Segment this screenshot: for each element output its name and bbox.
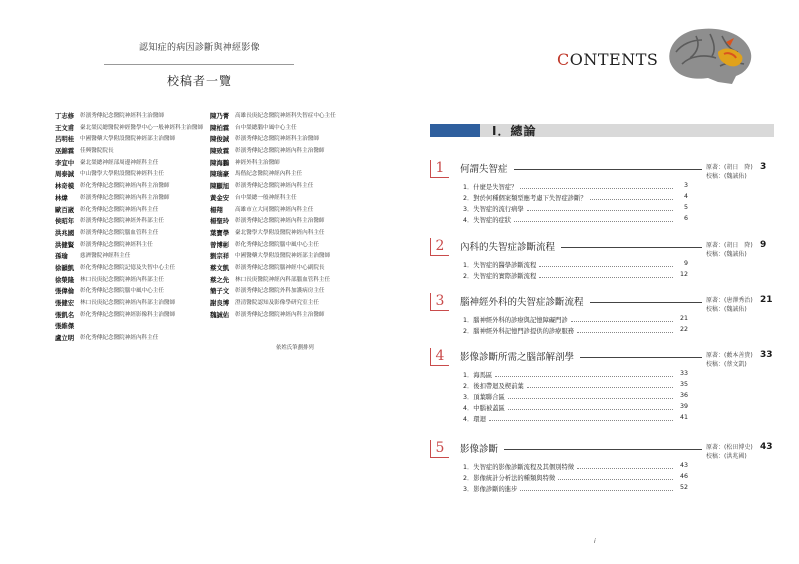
contributor-name: 洪健賢 xyxy=(55,240,75,249)
chapter-leader-line xyxy=(561,247,702,248)
contributor-name: 陳柏霖 xyxy=(210,123,230,132)
contributor-entry xyxy=(210,216,365,228)
chapter-credits xyxy=(706,296,753,314)
section-label: 1．海馬區 xyxy=(463,372,493,379)
section-label: 3．影像診斷的進步 xyxy=(463,486,518,493)
contributor-name: 王文甫 xyxy=(55,123,75,132)
contributor-affiliation: 彰化秀傳紀念醫院腦中風中心主任 xyxy=(235,241,319,248)
contributor-entry xyxy=(210,228,365,240)
section-entry[interactable] xyxy=(463,271,688,280)
roster-row xyxy=(55,251,365,263)
section-page: 21 xyxy=(679,315,688,322)
contributor-name: 蔡之先 xyxy=(210,275,230,284)
contributor-affiliation: 臺北醫學大學附設醫院神經內科主任 xyxy=(235,229,325,236)
contributor-affiliation: 澄清醫院認知及影像學研究室主任 xyxy=(235,300,319,306)
chapter-title[interactable]: 何謂失智症 xyxy=(460,164,508,175)
section-label: 4．環迴 xyxy=(463,416,486,423)
chapter-author: 原著：(藪本善貴) xyxy=(706,352,753,359)
chapter-author: 原著：(唐澤秀治) xyxy=(706,297,753,304)
section-dot-leader xyxy=(577,326,673,333)
contributor-name: 陳乃菁 xyxy=(210,112,230,120)
contributor-affiliation: 彰化秀傳紀念醫院神經內科主治醫師 xyxy=(80,183,170,190)
contributor-entry xyxy=(55,240,210,252)
section-label: 2．失智症的實際診斷流程 xyxy=(463,273,537,280)
contributor-entry xyxy=(210,298,365,310)
contributor-affiliation: 高雄長庚紀念醫院神經科失智症中心主任 xyxy=(235,113,336,119)
contributor-affiliation: 彰濱秀傳紀念醫院神經內科主治醫師 xyxy=(235,218,325,225)
contributor-affiliation: 中山醫學大學附設醫院神經科主任 xyxy=(80,171,164,178)
section-entry[interactable] xyxy=(463,215,688,224)
contributor-affiliation: 彰濱秀傳紀念醫院神經內科主治醫師 xyxy=(235,311,325,318)
section-dot-leader xyxy=(520,182,673,189)
part-banner xyxy=(430,124,774,137)
section-page: 35 xyxy=(679,381,688,388)
page-number: i xyxy=(594,538,596,545)
roster-row xyxy=(55,205,365,217)
chapter-entry[interactable] xyxy=(430,440,773,495)
contributor-entry xyxy=(210,158,365,170)
section-dot-leader xyxy=(495,370,673,377)
roster-row xyxy=(55,286,365,298)
book-title: 認知症的病因診斷與神經影像 xyxy=(139,43,260,53)
section-label: 2．腦神經外科記憶門診提供的診療服務 xyxy=(463,328,575,335)
contributor-affiliation: 彰化秀傳紀念醫院神經內科主任 xyxy=(80,335,159,342)
contributor-name: 魏誠佑 xyxy=(210,310,230,319)
chapter-author: 原著：(胡日 降) xyxy=(706,164,753,171)
section-page: 46 xyxy=(679,473,688,480)
roster-row xyxy=(55,240,365,252)
chapter-leader-line xyxy=(590,302,702,303)
contributor-name: 陳顯旭 xyxy=(210,182,230,191)
section-dot-leader xyxy=(577,462,673,469)
contributor-entry xyxy=(55,181,210,193)
contributor-entry xyxy=(210,123,365,135)
contents-title-rest: ONTENTS xyxy=(569,50,659,69)
contributor-affiliation: 台中榮總腦中風中心主任 xyxy=(235,124,297,131)
section-page: 43 xyxy=(679,462,688,469)
roster-row xyxy=(55,123,365,135)
contributor-name: 巫錦霖 xyxy=(55,147,75,156)
roster-row xyxy=(55,310,365,322)
chapter-author: 原著：(松田博史) xyxy=(706,444,753,451)
section-entry[interactable] xyxy=(463,193,688,202)
chapter-credits xyxy=(706,241,753,259)
chapter-proofreader: 校稿：(魏誠佑) xyxy=(706,173,747,180)
section-dot-leader xyxy=(489,414,673,421)
chapter-page: 43 xyxy=(760,442,773,452)
contributor-affiliation: 中國醫藥大學附設醫院神經部主治醫師 xyxy=(235,253,331,260)
section-dot-leader xyxy=(514,215,673,222)
contributor-entry xyxy=(55,228,210,240)
contributor-name: 呂明桂 xyxy=(55,135,75,144)
contributor-entry xyxy=(55,169,210,181)
contributor-entry xyxy=(210,193,365,205)
contributor-name: 曾博彬 xyxy=(210,240,230,249)
section-label: 2．後扣帶迴及楔前葉 xyxy=(463,383,524,390)
section-dot-leader xyxy=(590,193,673,200)
chapter-page: 21 xyxy=(760,295,773,305)
section-dot-leader xyxy=(508,403,673,410)
contributor-entry xyxy=(55,158,210,170)
chapter-entry[interactable] xyxy=(430,348,773,425)
contributor-affiliation: 佳興醫院院長 xyxy=(80,148,114,155)
contributor-entry xyxy=(210,321,365,333)
roster-row xyxy=(55,263,365,275)
contributor-name: 謝良博 xyxy=(210,299,230,307)
contributor-entry xyxy=(210,275,365,287)
contributor-affiliation: 林口長庚紀念醫院神經內科部主任 xyxy=(80,276,164,283)
contributor-affiliation: 馬偕紀念醫院神經內科主任 xyxy=(235,171,303,178)
contributor-name: 張健宏 xyxy=(55,299,75,307)
contributor-name: 蔡文凱 xyxy=(210,263,230,272)
contributor-name: 侯昭年 xyxy=(55,217,75,226)
roster-row xyxy=(55,298,365,310)
contributor-entry xyxy=(55,111,210,123)
section-entry[interactable] xyxy=(463,462,688,471)
contributor-name: 楊翔 xyxy=(210,205,223,214)
section-entry[interactable] xyxy=(463,392,688,401)
chapter-leader-line xyxy=(514,169,702,170)
contributor-entry xyxy=(55,333,210,345)
chapter-entry[interactable] xyxy=(430,293,773,337)
left-page xyxy=(0,0,399,564)
section-entry[interactable] xyxy=(463,326,688,335)
section-entry[interactable] xyxy=(463,484,688,493)
contributor-affiliation: 台中榮總一般神經科主任 xyxy=(235,194,297,201)
chapter-number: 1 xyxy=(430,160,449,178)
section-label: 2．對於何種個案類型應考慮下失智症診斷？ xyxy=(463,195,587,202)
part-label: I．總論 xyxy=(492,124,537,138)
contributor-entry xyxy=(210,263,365,275)
contributor-affiliation: 彰化秀傳紀念醫院神經內科主任 xyxy=(80,206,159,213)
section-entry[interactable] xyxy=(463,260,688,269)
roster-row xyxy=(55,158,365,170)
roster-row xyxy=(55,169,365,181)
contributor-affiliation: 彰化秀傳紀念醫院神經影像科主治醫師 xyxy=(80,311,176,318)
contributor-entry xyxy=(210,134,365,146)
contributor-name: 徐韻凱 xyxy=(55,263,75,272)
contributor-affiliation: 彰化秀傳紀念醫院記憶及失智中心主任 xyxy=(80,264,176,271)
section-entry[interactable] xyxy=(463,370,688,379)
section-page: 4 xyxy=(683,193,688,200)
chapter-proofreader: 校稿：(洪兆國) xyxy=(706,453,747,460)
contributor-affiliation: 高雄市立大同醫院神經內科主任 xyxy=(235,206,314,213)
contributor-name: 陳俊誠 xyxy=(210,135,230,144)
chapter-title[interactable]: 腦神經外科的失智症診斷流程 xyxy=(460,297,584,308)
chapter-entry[interactable] xyxy=(430,238,770,282)
chapter-page: 33 xyxy=(760,350,773,360)
section-dot-leader xyxy=(539,260,673,267)
section-page: 41 xyxy=(679,414,688,421)
chapter-credits xyxy=(706,163,753,181)
contributor-affiliation: 彰濱秀傳紀念醫院神經科主治醫師 xyxy=(235,136,319,143)
contributor-entry xyxy=(210,181,365,193)
contributor-affiliation: 臺北榮民總醫院神經醫學中心一般神經科主治醫師 xyxy=(80,124,204,131)
contributor-name: 張維傑 xyxy=(55,322,75,331)
contributor-entry xyxy=(55,286,210,298)
contributor-affiliation: 彰化秀傳紀念醫院腦中風中心主任 xyxy=(80,288,164,295)
contributor-entry xyxy=(210,205,365,217)
roster-row xyxy=(55,275,365,287)
contributor-entry xyxy=(55,123,210,135)
contributor-entry xyxy=(55,251,210,263)
contributor-name: 丁志修 xyxy=(55,112,75,120)
contents-title-accent: C xyxy=(557,50,570,69)
section-label: 3．頂葉聯合區 xyxy=(463,394,505,401)
section-entry[interactable] xyxy=(463,414,688,423)
chapter-leader-line xyxy=(580,357,702,358)
contributor-name: 徐榮隆 xyxy=(55,275,75,284)
contributor-roster xyxy=(55,111,365,345)
contributor-name: 葉寶學 xyxy=(210,228,230,237)
roster-row xyxy=(55,193,365,205)
contributor-name: 張凱名 xyxy=(55,310,75,319)
section-label: 4．失智症的症狀 xyxy=(463,217,512,224)
roster-row xyxy=(55,134,365,146)
contributor-entry xyxy=(55,193,210,205)
contributor-entry xyxy=(210,146,365,158)
roster-row xyxy=(55,181,365,193)
contributor-entry xyxy=(55,321,210,333)
contributor-affiliation: 中國醫藥大學附設醫院神經部主治醫師 xyxy=(80,136,176,143)
section-dot-leader xyxy=(558,473,673,480)
section-dot-leader xyxy=(527,204,673,211)
chapter-credits xyxy=(706,351,753,369)
contributor-name: 盧立明 xyxy=(55,334,75,343)
section-label: 4．中腦被蓋區 xyxy=(463,405,505,412)
contributor-name: 黃金安 xyxy=(210,193,230,202)
contributor-name: 周泰誠 xyxy=(55,170,75,179)
contributor-name: 歐百崴 xyxy=(55,205,75,214)
section-entry[interactable] xyxy=(463,204,688,213)
contributor-affiliation: 彰濱秀傳紀念醫院神經內科主任 xyxy=(235,183,314,190)
contributor-entry xyxy=(210,111,365,123)
roster-row xyxy=(55,146,365,158)
contributor-affiliation: 林口長庚醫院神經內科部腦血管科主任 xyxy=(235,276,331,283)
contributor-entry xyxy=(210,169,365,181)
contributor-affiliation: 臺北榮總神經部周邊神經科主任 xyxy=(80,159,159,166)
contributor-entry xyxy=(55,134,210,146)
roster-row xyxy=(55,321,365,333)
section-page: 52 xyxy=(679,484,688,491)
contributor-entry xyxy=(55,263,210,275)
chapter-number: 2 xyxy=(430,238,449,256)
section-entry[interactable] xyxy=(463,403,688,412)
contributor-name: 楊聖玲 xyxy=(210,217,230,226)
contributor-affiliation: 彰濱秀傳紀念醫院外科加護病房主任 xyxy=(235,288,325,295)
contributor-entry xyxy=(55,310,210,322)
chapter-credits xyxy=(706,443,753,461)
contributor-entry xyxy=(210,286,365,298)
section-dot-leader xyxy=(508,392,673,399)
sort-note: 依姓氏筆劃排列 xyxy=(276,345,314,351)
contributor-affiliation: 彰濱秀傳紀念醫院神經內科主治醫師 xyxy=(235,148,325,155)
contributor-name: 簡子文 xyxy=(210,287,230,296)
contributor-name: 林奇模 xyxy=(55,182,75,191)
section-entry[interactable] xyxy=(463,381,688,390)
contributor-affiliation: 林口長庚紀念醫院神經內科部主治醫師 xyxy=(80,300,176,306)
section-dot-leader xyxy=(539,271,673,278)
section-page: 22 xyxy=(679,326,688,333)
section-page: 9 xyxy=(683,260,688,267)
contributor-name: 林煒 xyxy=(55,193,68,202)
section-entry[interactable] xyxy=(463,182,688,191)
chapter-proofreader: 校稿：(魏誠佑) xyxy=(706,306,747,313)
contributor-affiliation xyxy=(80,321,210,333)
section-entry[interactable] xyxy=(463,315,688,324)
contributor-entry xyxy=(210,251,365,263)
section-page: 5 xyxy=(683,204,688,211)
contributor-name: 張偉倫 xyxy=(55,287,75,296)
contributor-affiliation: 彰濱秀傳紀念醫院腦神經中心副院長 xyxy=(235,264,325,271)
brain-mri-icon xyxy=(660,22,756,90)
chapter-title[interactable]: 內科的失智症診斷流程 xyxy=(460,242,556,253)
section-page: 6 xyxy=(683,215,688,222)
contributor-affiliation: 彰濱秀傳紀念醫院神經科主任 xyxy=(80,241,153,248)
contributor-name: 孫瑜 xyxy=(55,252,68,261)
chapter-entry[interactable] xyxy=(430,160,770,226)
contributor-affiliation: 慈濟醫院神經科主任 xyxy=(80,253,131,260)
roster-row xyxy=(55,111,365,123)
section-label: 1．失智症的影像診斷流程及其個別特徵 xyxy=(463,464,575,471)
contributor-entry xyxy=(55,298,210,310)
section-page: 3 xyxy=(683,182,688,189)
contributor-entry xyxy=(55,205,210,217)
contributor-affiliation: 神經外科主治醫師 xyxy=(235,159,280,166)
section-dot-leader xyxy=(527,381,673,388)
section-page: 12 xyxy=(679,271,688,278)
contributor-affiliation: 彰濱秀傳紀念醫院神經內科主治醫師 xyxy=(80,194,170,201)
section-label: 1．什麼是失智症？ xyxy=(463,184,518,191)
right-page xyxy=(400,0,799,564)
section-label: 1．腦神經外科的診療與記憶障礙門診 xyxy=(463,317,568,324)
section-entry[interactable] xyxy=(463,473,688,482)
section-label: 1．失智症的醫學診斷流程 xyxy=(463,262,537,269)
chapter-number: 4 xyxy=(430,348,449,366)
contributor-name: 李宜中 xyxy=(55,158,75,167)
contributor-entry xyxy=(210,310,365,322)
page-heading: 校稿者一覽 xyxy=(166,74,232,88)
roster-row xyxy=(55,228,365,240)
contributor-affiliation: 彰濱秀傳紀念醫院腦血管科主任 xyxy=(80,229,159,236)
chapter-page: 3 xyxy=(760,162,767,172)
contributor-affiliation: 彰濱秀傳紀念醫院神經科主治醫師 xyxy=(80,113,164,119)
chapter-proofreader: 校稿：(魏誠佑) xyxy=(706,251,747,258)
section-page: 36 xyxy=(679,392,688,399)
contributor-entry xyxy=(55,275,210,287)
chapter-leader-line xyxy=(504,449,702,450)
chapter-title[interactable]: 影像診斷所需之腦部解剖學 xyxy=(460,352,575,363)
part-banner-accent xyxy=(430,124,480,137)
chapter-author: 原著：(胡日 降) xyxy=(706,242,753,249)
chapter-proofreader: 校稿：(蔡文凱) xyxy=(706,361,747,368)
contributor-entry xyxy=(55,216,210,228)
contents-title xyxy=(557,50,658,69)
section-dot-leader xyxy=(571,315,673,322)
contributor-affiliation: 彰濱秀傳紀念醫院神經外科部主任 xyxy=(80,218,164,225)
roster-row xyxy=(55,333,365,345)
contributor-name: 陳海鵬 xyxy=(210,158,230,167)
roster-row xyxy=(55,216,365,228)
contributor-entry xyxy=(210,240,365,252)
section-page: 33 xyxy=(679,370,688,377)
section-dot-leader xyxy=(520,484,673,491)
chapter-title[interactable]: 影像診斷 xyxy=(460,444,499,455)
contributor-name: 洪兆國 xyxy=(55,228,75,237)
contributor-entry xyxy=(55,146,210,158)
section-page: 39 xyxy=(679,403,688,410)
chapter-number: 3 xyxy=(430,293,449,311)
contributor-name: 陳瑞豪 xyxy=(210,170,230,179)
section-label: 2．影像統計分析法的種類與特徵 xyxy=(463,475,556,482)
section-label: 3．失智症的流行病學 xyxy=(463,206,524,213)
title-divider xyxy=(104,64,294,65)
contributor-name: 陳致霖 xyxy=(210,147,230,156)
chapter-number: 5 xyxy=(430,440,449,458)
contributor-name: 劉宗祥 xyxy=(210,252,230,261)
chapter-page: 9 xyxy=(760,240,767,250)
